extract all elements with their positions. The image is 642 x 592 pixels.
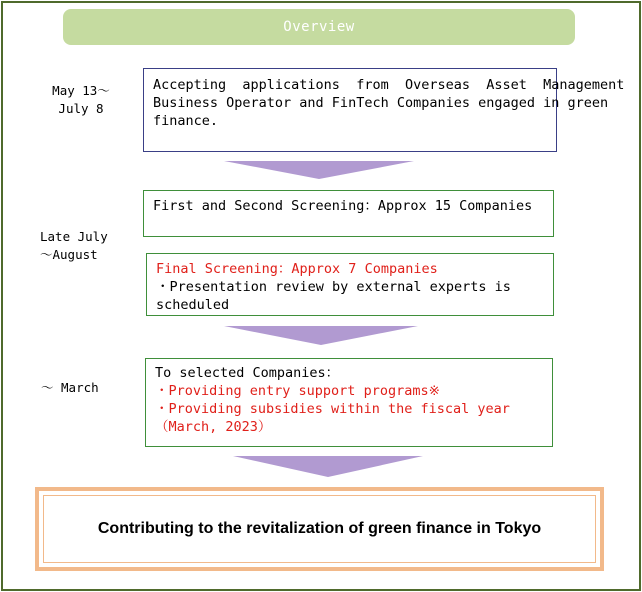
application-step-box bbox=[143, 68, 625, 152]
application-line-2: Business Operator and FinTech Companies engaged in green bbox=[153, 95, 609, 111]
selected-companies-title: To selected Companies： bbox=[155, 365, 340, 381]
application-line-1: Accepting applications from Overseas Asset Management bbox=[153, 77, 625, 93]
support-item-entry-programs: ・Providing entry support programs※ bbox=[155, 383, 440, 399]
selected-companies-box bbox=[145, 358, 553, 447]
result-box bbox=[35, 487, 604, 571]
first-second-screening-box bbox=[143, 190, 554, 237]
first-second-screening-text: First and Second Screening：Approx 15 Companies bbox=[153, 198, 533, 214]
final-screening-title: Final Screening：Approx 7 Companies bbox=[156, 261, 438, 277]
final-screening-line-2: scheduled bbox=[156, 297, 230, 313]
final-screening-box bbox=[146, 253, 554, 316]
application-line-3: finance. bbox=[153, 113, 219, 129]
date-support: ～ March bbox=[41, 380, 99, 395]
flow-arrow-2 bbox=[224, 326, 418, 345]
final-screening-line-1: ・Presentation review by external experts is bbox=[156, 279, 511, 295]
support-item-subsidies: ・Providing subsidies within the fiscal year bbox=[155, 401, 510, 417]
flow-arrow-3 bbox=[233, 456, 423, 477]
flow-arrow-1 bbox=[224, 161, 414, 179]
overview-header: Overview bbox=[63, 9, 575, 45]
date-apply: May 13～ July 8 bbox=[52, 83, 110, 116]
support-item-period: （March, 2023） bbox=[155, 419, 272, 435]
date-screening: Late July ～August bbox=[40, 229, 108, 262]
result-text: Contributing to the revitalization of green finance in Tokyo bbox=[43, 495, 596, 563]
